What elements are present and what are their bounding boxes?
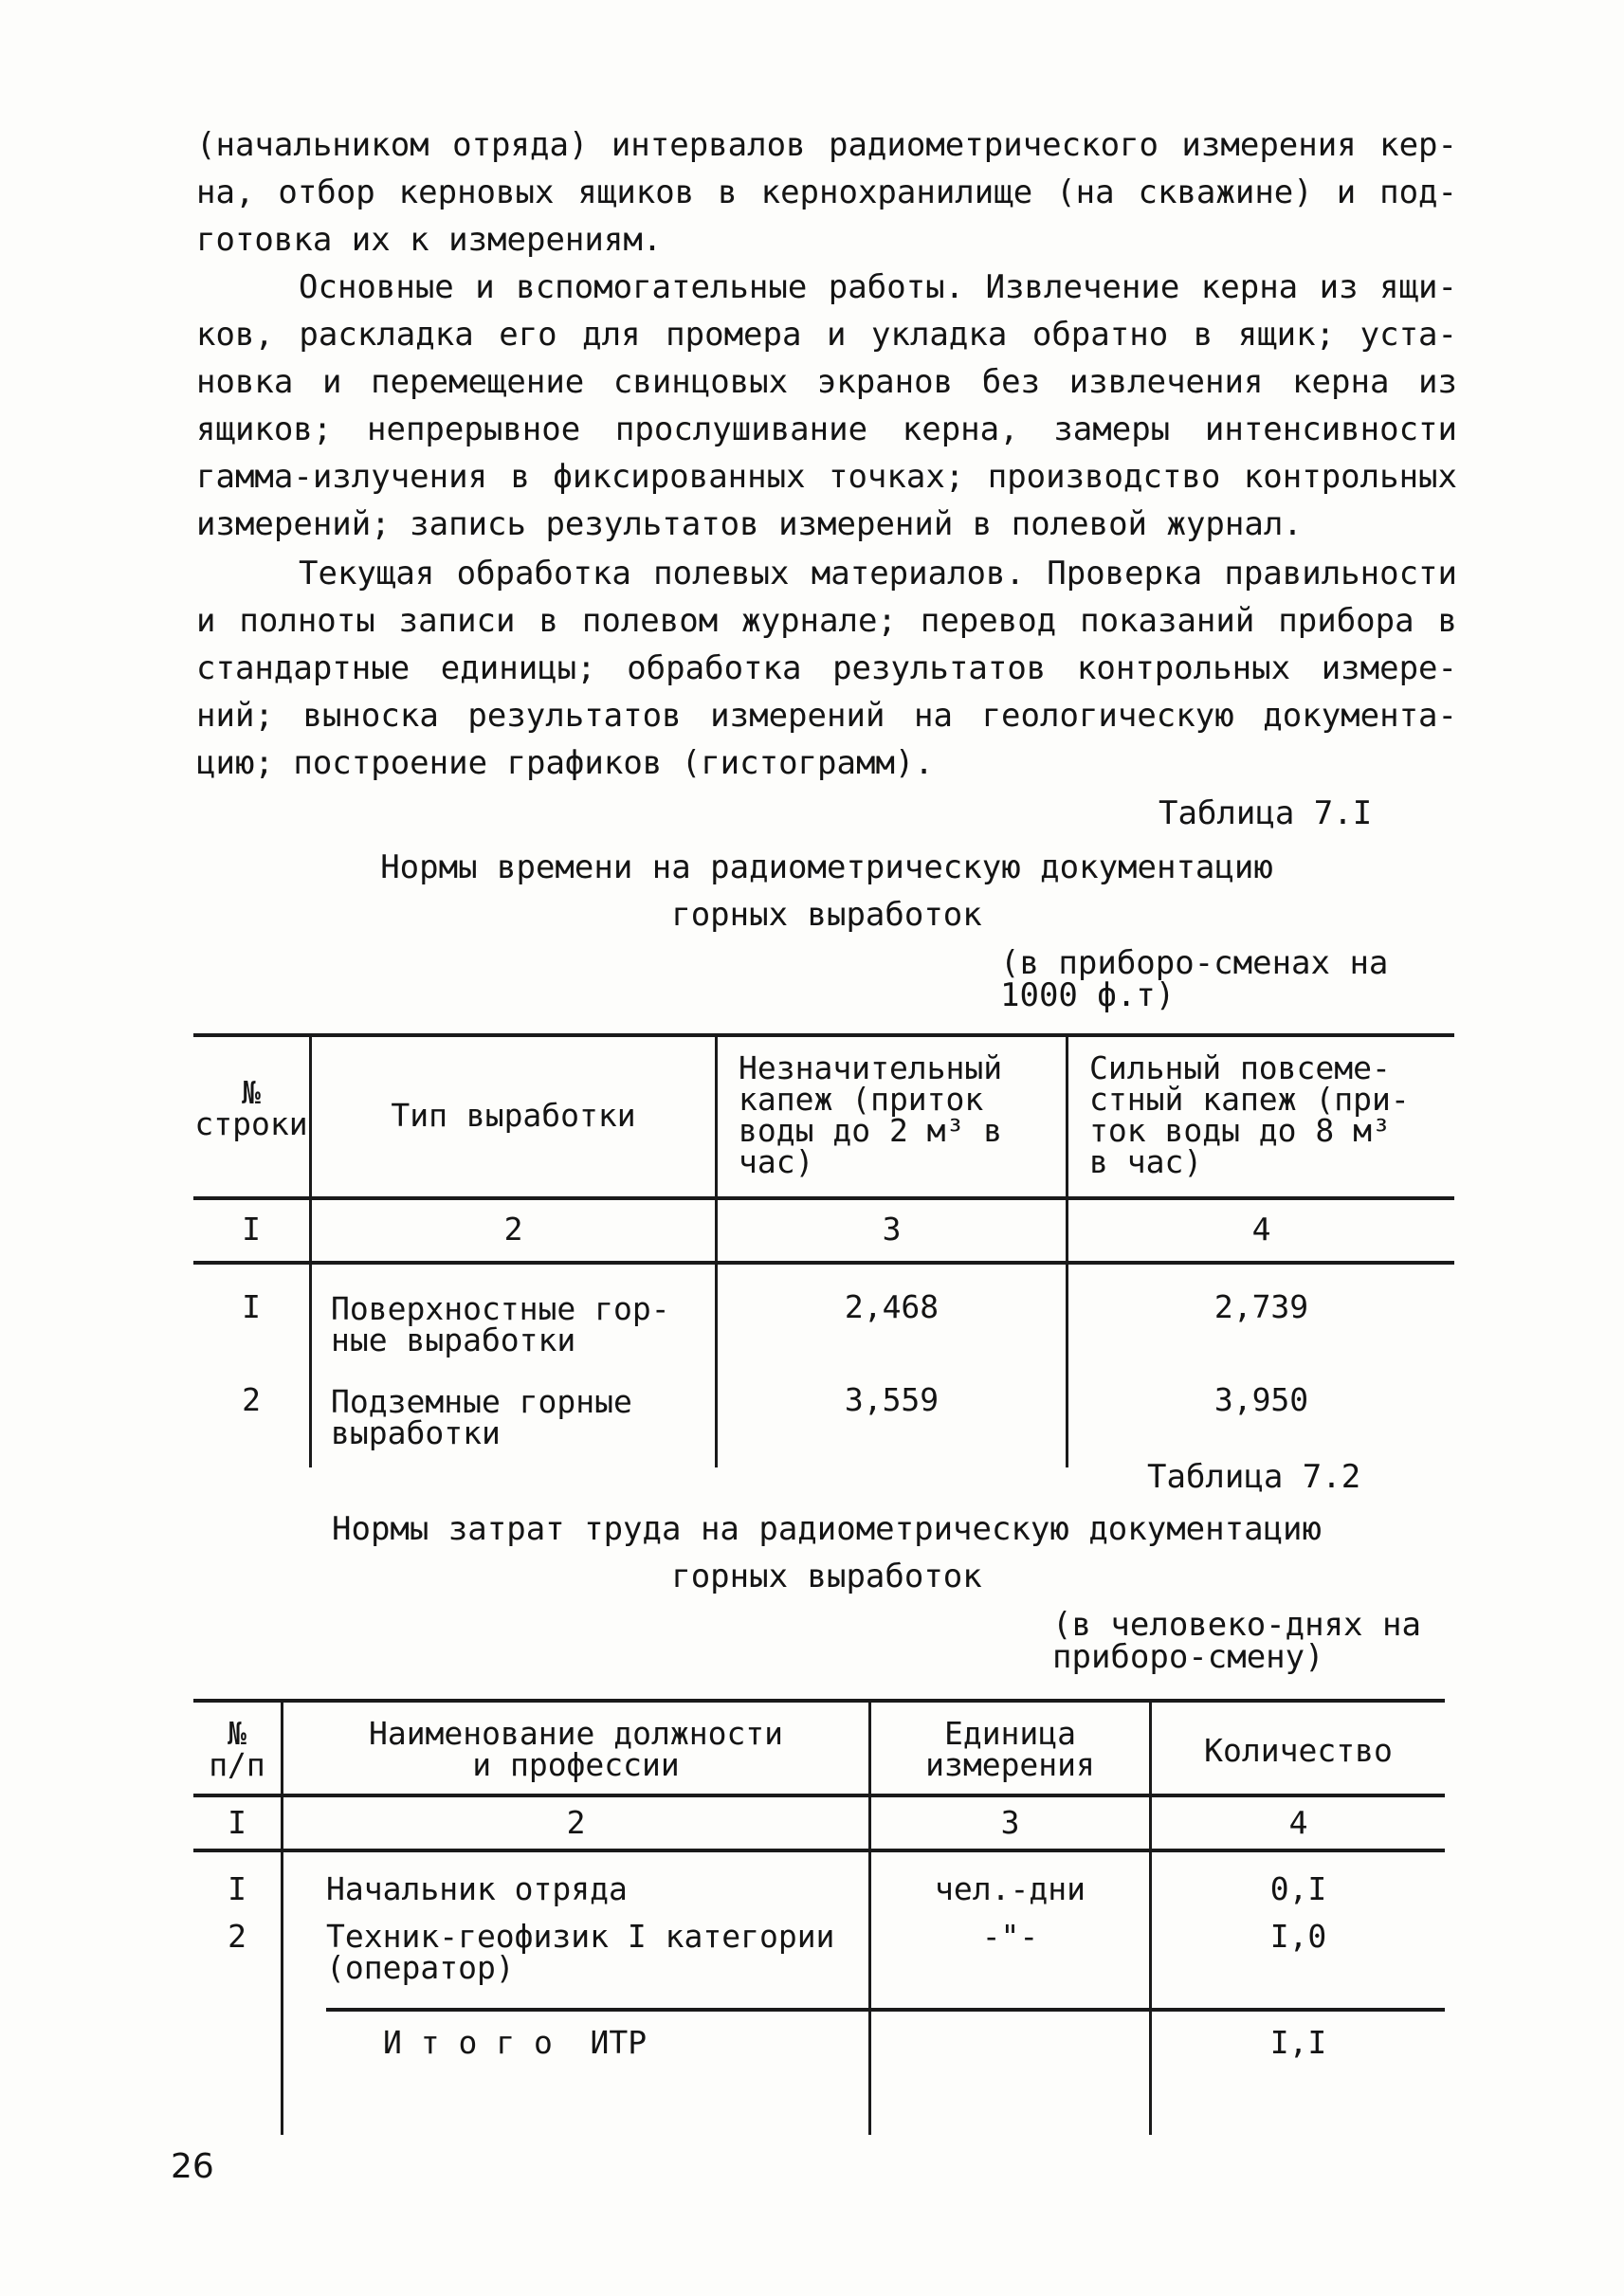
table2-title-line2: горных выработок <box>671 1558 982 1595</box>
table2-row1-name: Начальник отряда <box>326 1870 628 1907</box>
table2-label: Таблица 7.2 <box>1147 1458 1361 1496</box>
paragraph-intro: (начальником отряда) интервалов радиометрического измерения кер-на, отбор керновых ящиков в кернохранилище (на скважине) и под-готовка их к измерениям. <box>196 126 1457 259</box>
table1-header-low-drip: Незначительный капеж (приток воды до 2 м³ в час) <box>739 1049 1003 1180</box>
page-number: 26 <box>171 2147 214 2186</box>
table2-row1-unit: чел.-дни <box>935 1870 1086 1907</box>
table1-header-high-drip: Сильный повсеме- стный капеж (при- ток воды до 8 м³ в час) <box>1089 1049 1410 1180</box>
table1-row1-type: Поверхностные гор- ные выработки <box>331 1290 670 1358</box>
table2-total-label: И т о г о ИТР <box>383 2024 648 2061</box>
table2-colnum-3: 3 <box>1000 1804 1020 1841</box>
paragraph-main-work: Основные и вспомогательные работы. Извлечение керна из ящи-ков, раскладка его для промера и укладка обратно в ящик; уста-новка и перемещение свинцовых экранов без извлечения керна из ящиков; непрерывное прослушивание керна, замеры интенсивности гамма-излучения в фиксированных точках; производство контрольных измерений; запись результатов измерений в полевой журнал. <box>196 268 1457 543</box>
table1-row2-high: 3,950 <box>1213 1381 1309 1418</box>
table1-top-rule <box>193 1033 1454 1037</box>
table2-colnum-2: 2 <box>566 1804 586 1841</box>
table2-header-quantity: Количество <box>1204 1732 1393 1769</box>
table1-colnum-1: I <box>242 1211 261 1248</box>
table1-colnum-2: 2 <box>503 1211 523 1248</box>
table1-divider-1 <box>309 1033 312 1467</box>
table1-row2-low: 3,559 <box>844 1381 940 1418</box>
table2-row2-num: 2 <box>228 1918 246 1955</box>
table2-total-qty: I,I <box>1269 2024 1327 2061</box>
table1-title-line2: горных выработок <box>671 896 982 934</box>
table2-row2-qty: I,0 <box>1269 1918 1327 1955</box>
table1-row1-num: I <box>242 1288 261 1325</box>
table2-row2-name: Техник-геофизик I категории (оператор) <box>326 1918 835 1986</box>
table1-label: Таблица 7.I <box>1159 794 1373 832</box>
table2-total-rule <box>326 2008 1445 2012</box>
table2-header-num: № п/п <box>209 1715 265 1783</box>
table1-row2-type: Подземные горные выработки <box>331 1383 632 1451</box>
table1-header-num: № строки <box>194 1074 308 1142</box>
table1-colnum-rule <box>193 1261 1454 1265</box>
table1-title-line1: Нормы времени на радиометрическую документацию <box>380 848 1273 886</box>
table2-top-rule <box>193 1699 1445 1703</box>
table2-unit-line2: приборо-смену) <box>1052 1638 1324 1676</box>
table2-unit-line1: (в человеко-днях на <box>1052 1606 1421 1644</box>
table2-header-position: Наименование должности и профессии <box>368 1715 784 1783</box>
table2-colnum-4: 4 <box>1288 1804 1308 1841</box>
table2-title-line1: Нормы затрат труда на радиометрическую документацию <box>332 1510 1322 1548</box>
table2-row1-num: I <box>228 1870 246 1907</box>
table1-row1-low: 2,468 <box>844 1288 940 1325</box>
table2-colnum-rule <box>193 1849 1445 1852</box>
table2-row1-qty: 0,I <box>1269 1870 1327 1907</box>
table1-unit-line2: 1000 ф.т) <box>1000 976 1176 1014</box>
table2-header-rule <box>193 1794 1445 1797</box>
table1-colnum-4: 4 <box>1251 1211 1271 1248</box>
table1-row1-high: 2,739 <box>1213 1288 1309 1325</box>
table1-colnum-3: 3 <box>882 1211 902 1248</box>
table1-unit-line1: (в приборо-сменах на <box>1000 944 1389 982</box>
table1-header-rule <box>193 1196 1454 1200</box>
table2-header-unit: Единица измерения <box>925 1715 1095 1783</box>
table-7-2 <box>193 1699 1445 2135</box>
table1-row2-num: 2 <box>242 1381 261 1418</box>
table1-header-type: Тип выработки <box>391 1097 636 1134</box>
paragraph-processing: Текущая обработка полевых материалов. Проверка правильности и полноты записи в полевом журнале; перевод показаний прибора в стандартные единицы; обработка результатов контрольных измере-ний; выноска результатов измерений на геологическую документа-цию; построение графиков (гистограмм). <box>196 555 1457 782</box>
table-7-1 <box>193 1033 1454 1467</box>
table2-colnum-1: I <box>228 1804 246 1841</box>
table2-row2-unit: -"- <box>981 1918 1039 1955</box>
